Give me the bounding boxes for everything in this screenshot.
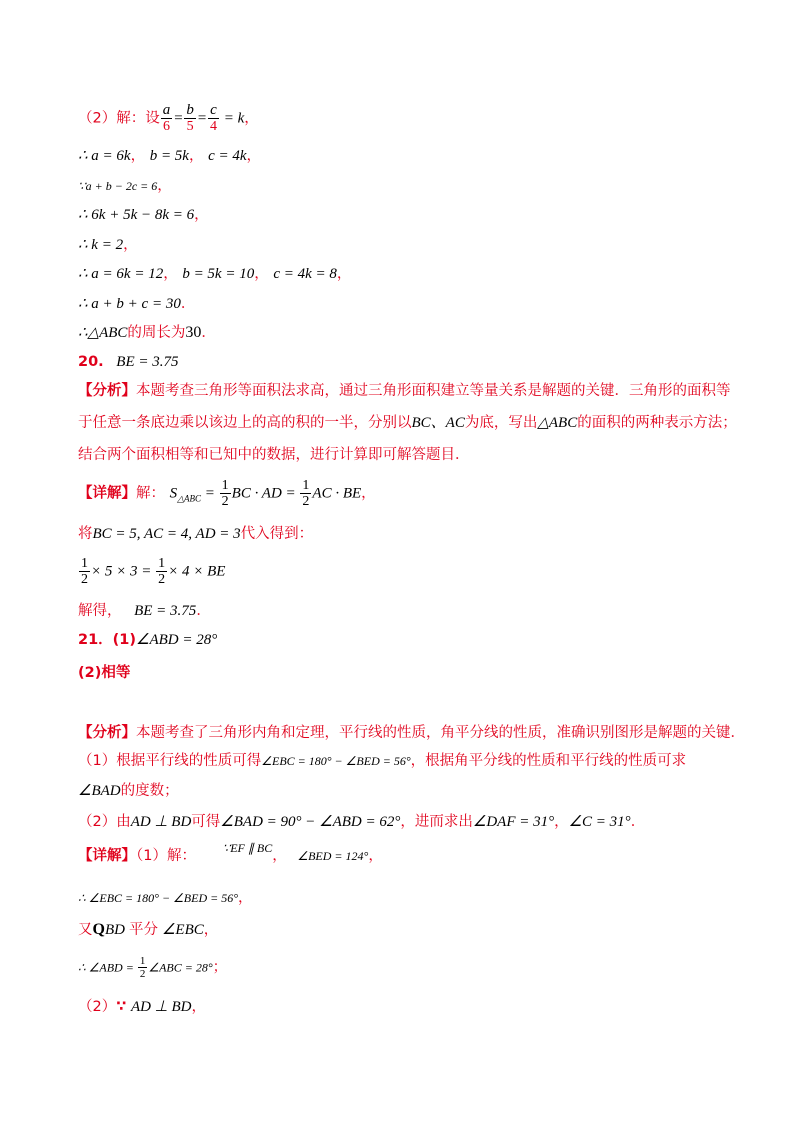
step-given-condition: ∵a + b − 2c = 6， bbox=[78, 178, 172, 194]
fraction-a-over-6: $\frac{a}{6}$ bbox=[162, 102, 171, 134]
fraction-one-half: $\frac{1}{2}$ bbox=[139, 955, 146, 980]
q21-analysis-line-2: （1）根据平行线的性质可得∠EBC = 180° − ∠BED = 56°，根据角平分线的性质和平行线的性质可求 bbox=[78, 753, 687, 769]
q20-result-line: 解得， BE = 3.75． bbox=[78, 603, 211, 619]
fraction-one-half: $\frac{1}{2}$ bbox=[302, 478, 310, 509]
analysis-tag: 【分析】 bbox=[78, 725, 136, 741]
detail-tag: 【详解】 bbox=[78, 848, 136, 864]
detail-tag: 【详解】 bbox=[78, 485, 136, 502]
q21-number: 21．(1) bbox=[78, 632, 137, 648]
q21-analysis-line-1: 【分析】本题考查了三角形内角和定理，平行线的性质，角平分线的性质，准确识别图形是解题的关键． bbox=[78, 725, 745, 741]
q21-analysis-line-3: ∠BAD的度数； bbox=[78, 783, 179, 799]
fraction-c-over-4: $\frac{c}{4}$ bbox=[209, 102, 217, 134]
q21-answer-1: ∠ABD = 28° bbox=[136, 632, 218, 648]
q20-detail-line: 【详解】解： $S_{\triangle ABC}$ = $\frac{1}{2}$ BC · AD = $\frac{1}{2}$ AC · BE， bbox=[78, 478, 376, 509]
q21-part2-line: （2）∵ AD ⊥ BD， bbox=[78, 999, 206, 1015]
analysis-tag: 【分析】 bbox=[78, 383, 136, 399]
q20-substitute-line: 将BC = 5, AC = 4, AD = 3代入得到： bbox=[78, 526, 314, 542]
step-abc-in-k: ∴ a = 6k， b = 5k， c = 4k， bbox=[78, 148, 262, 164]
q20-number: 20. bbox=[78, 354, 104, 370]
q21-step-bisector: 又QBD 平分 ∠EBC， bbox=[78, 921, 219, 938]
step-perimeter: ∴△ABC的周长为30． bbox=[78, 324, 216, 341]
part2-solution-line: （2）解：设 $\frac{a}{6}$ = $\frac{b}{5}$ = $\frac{c}{4}$ = k， bbox=[78, 102, 259, 134]
q21-heading bbox=[78, 630, 217, 650]
q20-analysis-line-3: 结合两个面积相等和已知中的数据，进行计算即可解答题目． bbox=[78, 447, 470, 463]
q20-heading bbox=[78, 352, 179, 372]
q21-step-abd: ∴ ∠ABD = $\frac{1}{2}$ ∠ABC = 28°； bbox=[78, 955, 228, 980]
q21-detail-line: 【详解】（1）解： $^{\because EF \parallel BC}$， ∠BED = 124°， bbox=[78, 841, 383, 864]
step-sum: ∴ a + b + c = 30． bbox=[78, 296, 196, 312]
q20-equation-line: $\frac{1}{2}$ × 5 × 3 = $\frac{1}{2}$ × 4 × BE bbox=[81, 556, 226, 587]
equals-k: = k bbox=[219, 110, 245, 127]
q20-answer: BE = 3.75 bbox=[116, 354, 179, 370]
fraction-one-half: $\frac{1}{2}$ bbox=[81, 556, 88, 587]
fraction-b-over-5: $\frac{b}{5}$ bbox=[186, 102, 194, 134]
part2-prefix: （2）解：设 bbox=[78, 110, 160, 127]
q21-step-ebc: ∴ ∠EBC = 180° − ∠BED = 56°， bbox=[78, 890, 253, 906]
q20-analysis-line-1: 【分析】本题考查三角形等面积法求高，通过三角形面积建立等量关系是解题的关键．三角形的面积等 bbox=[78, 383, 731, 399]
step-k-value: ∴ k = 2， bbox=[78, 237, 138, 253]
step-abc-values: ∴ a = 6k = 12， b = 5k = 10， c = 4k = 8， bbox=[78, 266, 352, 282]
q20-analysis-line-2: 于任意一条底边乘以该边上的高的积的一半，分别以BC、AC为底，写出△ABC的面积的两种表示方法； bbox=[78, 415, 737, 431]
fraction-one-half: $\frac{1}{2}$ bbox=[221, 478, 229, 509]
q21-analysis-line-4: （2）由AD ⊥ BD可得∠BAD = 90° − ∠ABD = 62°，进而求出∠DAF = 31°，∠C = 31°． bbox=[78, 814, 646, 830]
q21-answer-2: (2)相等 bbox=[78, 665, 131, 681]
step-substitute: ∴ 6k + 5k − 8k = 6， bbox=[78, 207, 209, 223]
fraction-one-half: $\frac{1}{2}$ bbox=[158, 556, 166, 587]
